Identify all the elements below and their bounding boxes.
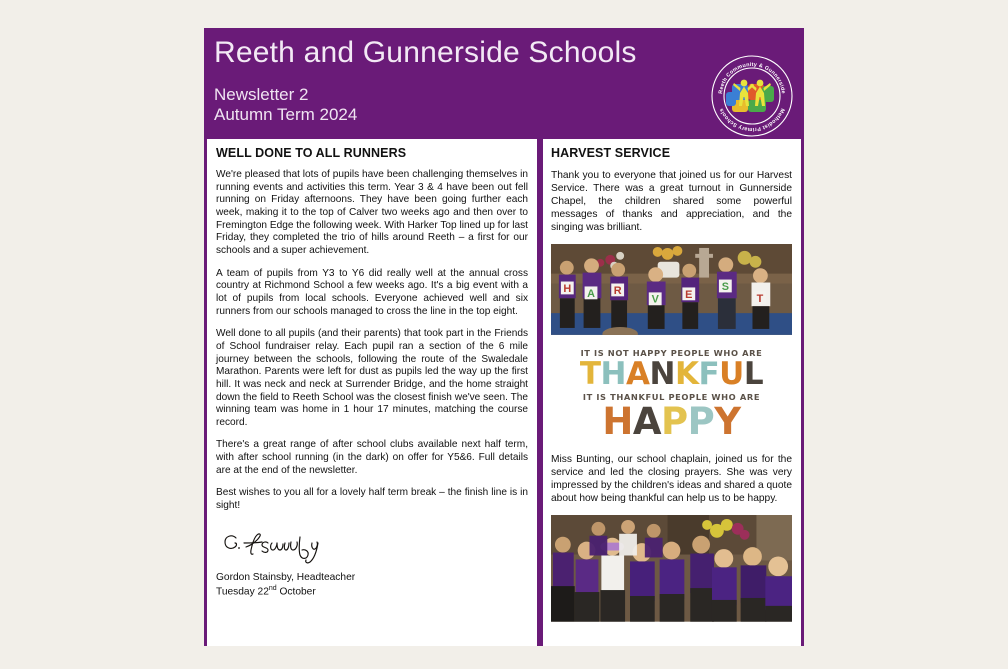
- quote-letter-6: U: [719, 356, 744, 393]
- newsletter-body: [204, 139, 804, 646]
- logo-ring-text-top: Reeth Community & Gunnerside: [718, 61, 786, 95]
- svg-text:S: S: [721, 281, 729, 294]
- sign-off: [216, 571, 528, 599]
- thankful-happy-quote-graphic: [551, 343, 792, 447]
- quote-letter-3: P: [687, 399, 715, 443]
- svg-text:R: R: [613, 285, 622, 298]
- signature-area: [216, 531, 528, 599]
- quote-letter-5: F: [698, 356, 720, 393]
- left-paragraph-1: We're pleased that lots of pupils have been challenging themselves in running events and activities this term. Year 3 & 4 have been out fell running on Friday afternoons. They have been going further each week, making it to the top of Calver two weeks ago and then over to Fremington Edge the following week. With Harker Top lined up for last Friday, they completed the trio of hills around Reeth – a first for our schools and a super achievement.: [216, 169, 528, 256]
- headteacher-name: Gordon Stainsby, Headteacher: [216, 571, 356, 583]
- newsletter-subtitle: [214, 85, 790, 126]
- left-paragraph-3: Well done to all pupils (and their parents) that took part in the Friends of School fundraiser relay. Each pupil ran a section of the 6 mile journey between the schools, following the route of the Swaledale Marathon. Parents were left for dust as pupils led the way up the first hill. It was neck and neck at Surrender Bridge, and the home straight down the field to Reeth School was the closest finish we've seen. The winning team was home in 1 hour 17 minutes, matching the course record.: [216, 328, 528, 428]
- quote-letter-1: A: [632, 399, 662, 443]
- date-prefix: Tuesday 22: [216, 586, 269, 598]
- quote-letter-4: K: [674, 356, 699, 393]
- svg-text:E: E: [685, 289, 693, 302]
- date-suffix: October: [276, 586, 316, 598]
- quote-letter-1: H: [600, 356, 626, 393]
- left-paragraph-5: Best wishes to you all for a lovely half term break – the finish line is in sight!: [216, 487, 528, 512]
- left-column-heading: WELL DONE TO ALL RUNNERS: [216, 146, 407, 160]
- newsletter-term: Autumn Term 2024: [214, 105, 358, 125]
- left-column: [204, 139, 537, 646]
- quote-word-thankful: [551, 356, 792, 393]
- quote-letter-2: P: [661, 399, 688, 443]
- right-paragraph-1: Thank you to everyone that joined us for our Harvest Service. There was a great turnout in Gunnerside Chapel, the children shared some powerful messages of thanks and appreciation, and the singing was brilliant.: [551, 170, 792, 234]
- newsletter-page: [204, 28, 804, 646]
- svg-text:V: V: [651, 293, 659, 306]
- newsletter-header: [204, 28, 804, 139]
- quote-letter-4: Y: [714, 399, 741, 443]
- page-title: Reeth and Gunnerside Schools: [214, 36, 637, 69]
- quote-letter-0: H: [602, 399, 633, 443]
- quote-line-1: IT IS NOT HAPPY PEOPLE WHO ARE: [580, 348, 763, 359]
- quote-line-3: IT IS THANKFUL PEOPLE WHO ARE: [582, 391, 761, 402]
- left-paragraph-4: There's a great range of after school clubs available next half term, with after school running (in the dark) on offer for Y5&6. Full details are at the end of the newsletter.: [216, 439, 528, 476]
- harvest-letters-photo: [551, 244, 792, 335]
- newsletter-date: [216, 584, 528, 599]
- right-column-heading: HARVEST SERVICE: [551, 146, 671, 160]
- handwritten-signature: [222, 531, 332, 565]
- quote-letter-3: N: [649, 356, 675, 393]
- logo-ring-text-bottom: Methodist Primary Schools: [718, 107, 786, 133]
- newsletter-number: Newsletter 2: [214, 84, 309, 104]
- svg-text:A: A: [587, 288, 595, 301]
- quote-letter-0: T: [579, 356, 601, 393]
- date-ordinal: nd: [268, 585, 277, 592]
- right-column: [543, 139, 804, 646]
- svg-text:T: T: [756, 293, 764, 306]
- children-singing-photo: [551, 515, 792, 622]
- quote-letter-7: L: [743, 356, 764, 393]
- right-paragraph-2: Miss Bunting, our school chaplain, joined us for the service and led the closing prayers. She was very impressed by the children's ideas and shared a quote about how being thankful can help us to be happy.: [551, 453, 792, 504]
- quote-word-happy: [551, 399, 792, 443]
- svg-text:H: H: [563, 283, 572, 296]
- quote-letter-2: A: [625, 356, 650, 393]
- left-paragraph-2: A team of pupils from Y3 to Y6 did really well at the annual cross country at Richmond School a few weeks ago. It's a big event with a lot of pupils from local schools. Everyone achieved well and six runners from our schools managed to cross the line in the top eight.: [216, 267, 528, 317]
- school-crest-logo: [710, 54, 794, 138]
